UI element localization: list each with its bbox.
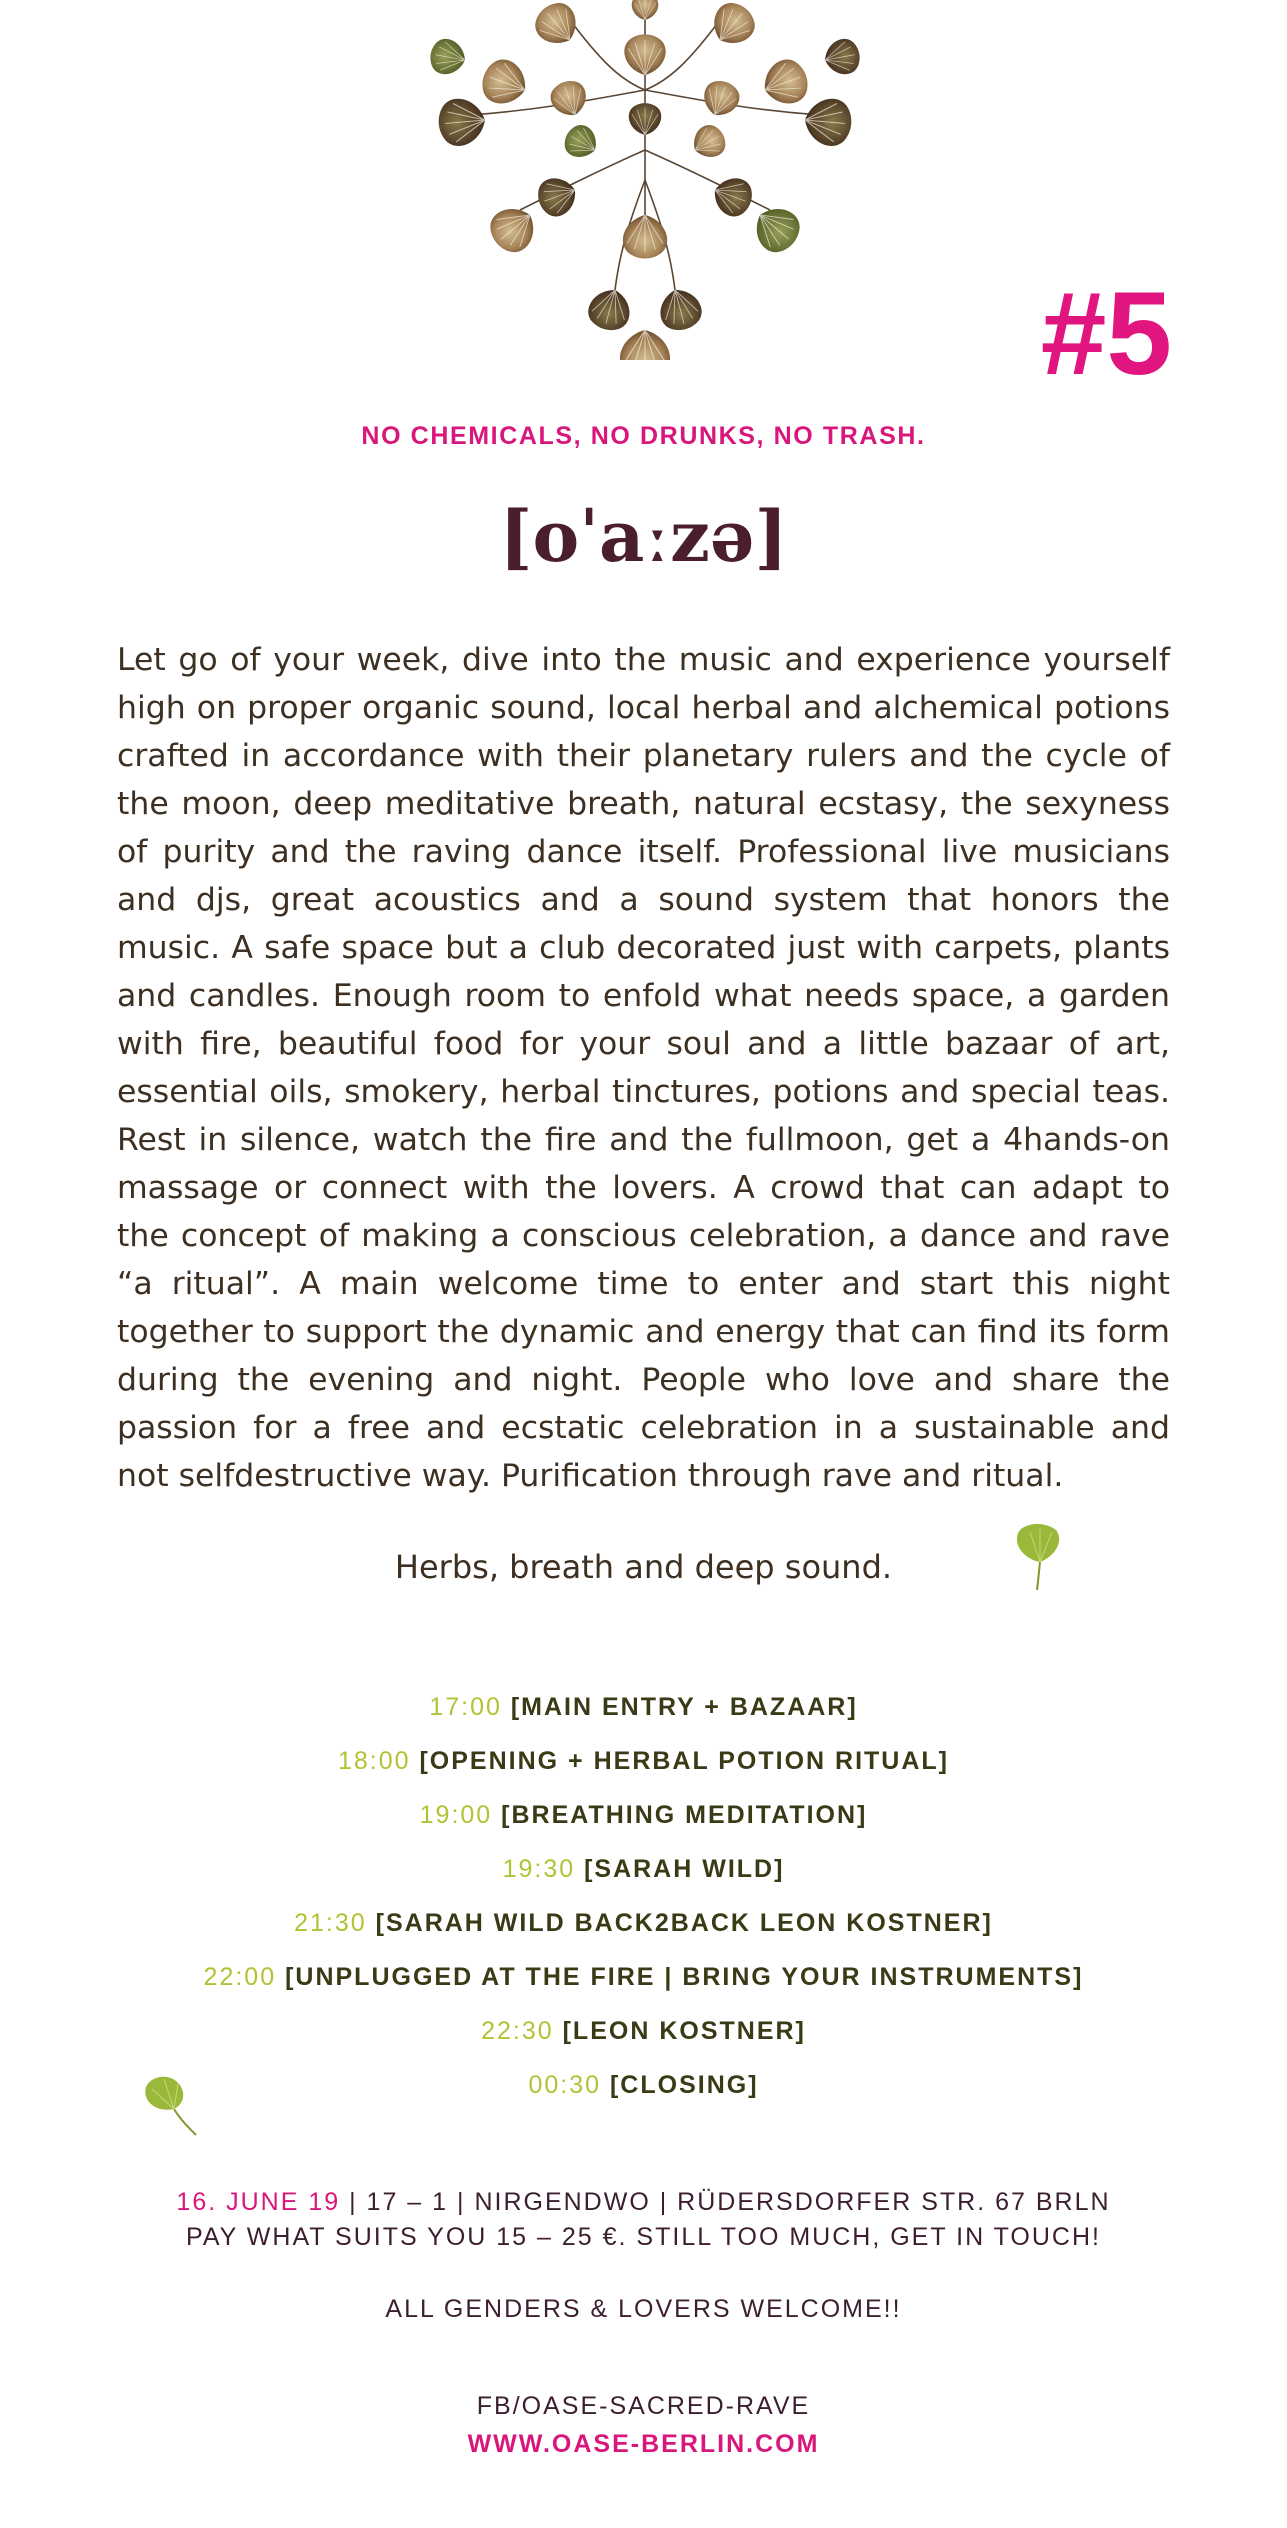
schedule-time: 22:30: [481, 2017, 554, 2045]
welcome-note: ALL GENDERS & LOVERS WELCOME!!: [385, 2295, 902, 2323]
schedule-time: 17:00: [429, 1693, 502, 1721]
schedule-act: [SARAH WILD BACK2BACK LEON KOSTNER]: [375, 1909, 993, 1937]
schedule-time: 19:30: [502, 1855, 576, 1883]
schedule-row: [0, 1734, 1287, 1788]
schedule-row: [0, 1680, 1287, 1734]
schedule-time: 22:00: [203, 1963, 277, 1991]
ginkgo-leaf-icon: [140, 2075, 200, 2137]
ginkgo-leaf-icon: [1010, 1522, 1066, 1592]
schedule-time: 18:00: [337, 1747, 411, 1775]
schedule-time: 19:00: [419, 1801, 493, 1829]
schedule-time: 00:30: [528, 2071, 602, 2099]
schedule-row: [0, 2004, 1287, 2058]
schedule-act: [CLOSING]: [609, 2071, 759, 2099]
schedule-row: [0, 1950, 1287, 2004]
schedule-list: [0, 1680, 1287, 2112]
schedule-act: [LEON KOSTNER]: [562, 2017, 806, 2045]
leaf-mandala-icon: [270, 0, 1020, 360]
event-date: 16. JUNE 19: [176, 2188, 341, 2216]
schedule-act: [SARAH WILD]: [584, 1855, 785, 1883]
tagline: NO CHEMICALS, NO DRUNKS, NO TRASH.: [361, 422, 926, 450]
schedule-row: [0, 1896, 1287, 1950]
schedule-row: [0, 1842, 1287, 1896]
edition-number: #5: [1040, 268, 1172, 400]
price-info: PAY WHAT SUITS YOU 15 – 25 €. STILL TOO MUCH, GET IN TOUCH!: [186, 2223, 1101, 2251]
page-title: [oˈaːzə]: [499, 495, 788, 578]
facebook-link[interactable]: FB/OASE-SACRED-RAVE: [476, 2392, 811, 2420]
schedule-act: [MAIN ENTRY + BAZAAR]: [510, 1693, 858, 1721]
schedule-time: 21:30: [294, 1909, 367, 1937]
event-details: | 17 – 1 | NIRGENDWO | RÜDERSDORFER STR. 67 BRLN: [340, 2188, 1111, 2216]
schedule-act: [OPENING + HERBAL POTION RITUAL]: [419, 1747, 950, 1775]
event-description: Let go of your week, dive into the music and experience yourself high on proper organic sound, local herbal and alchemical potions crafted in accordance with their planetary rulers and the cycle of the moon, deep meditative breath, natural ecstasy, the sexyness of purity and the raving dance itself. Professional live musicians and djs, great acoustics and a sound system that honors the music. A safe space but a club decorated just with carpets, plants and candles. Enough room to enfold what needs space, a garden with fire, beautiful food for your soul and a little bazaar of art, essential oils, smokery, herbal tinctures, potions and special teas. Rest in silence, watch the fire and the fullmoon, get a 4hands-on massage or connect with the lovers. A crowd that can adapt to the concept of making a conscious celebration, a dance and rave “a ritual”. A main welcome time to enter and start this night together to support the dynamic and energy that can find its form during the evening and night. People who love and share the passion for a free and ecstatic celebration in a sustainable and not selfdestructive way. Purification through rave and ritual.: [117, 642, 1170, 1494]
website-link[interactable]: WWW.OASE-BERLIN.COM: [467, 2430, 820, 2458]
schedule-row: [0, 1788, 1287, 1842]
motto: Herbs, breath and deep sound.: [394, 1548, 893, 1586]
schedule-act: [UNPLUGGED AT THE FIRE | BRING YOUR INSTRUMENTS]: [285, 1963, 1084, 1991]
schedule-act: [BREATHING MEDITATION]: [501, 1801, 868, 1829]
event-date-location: [0, 2188, 1287, 2217]
